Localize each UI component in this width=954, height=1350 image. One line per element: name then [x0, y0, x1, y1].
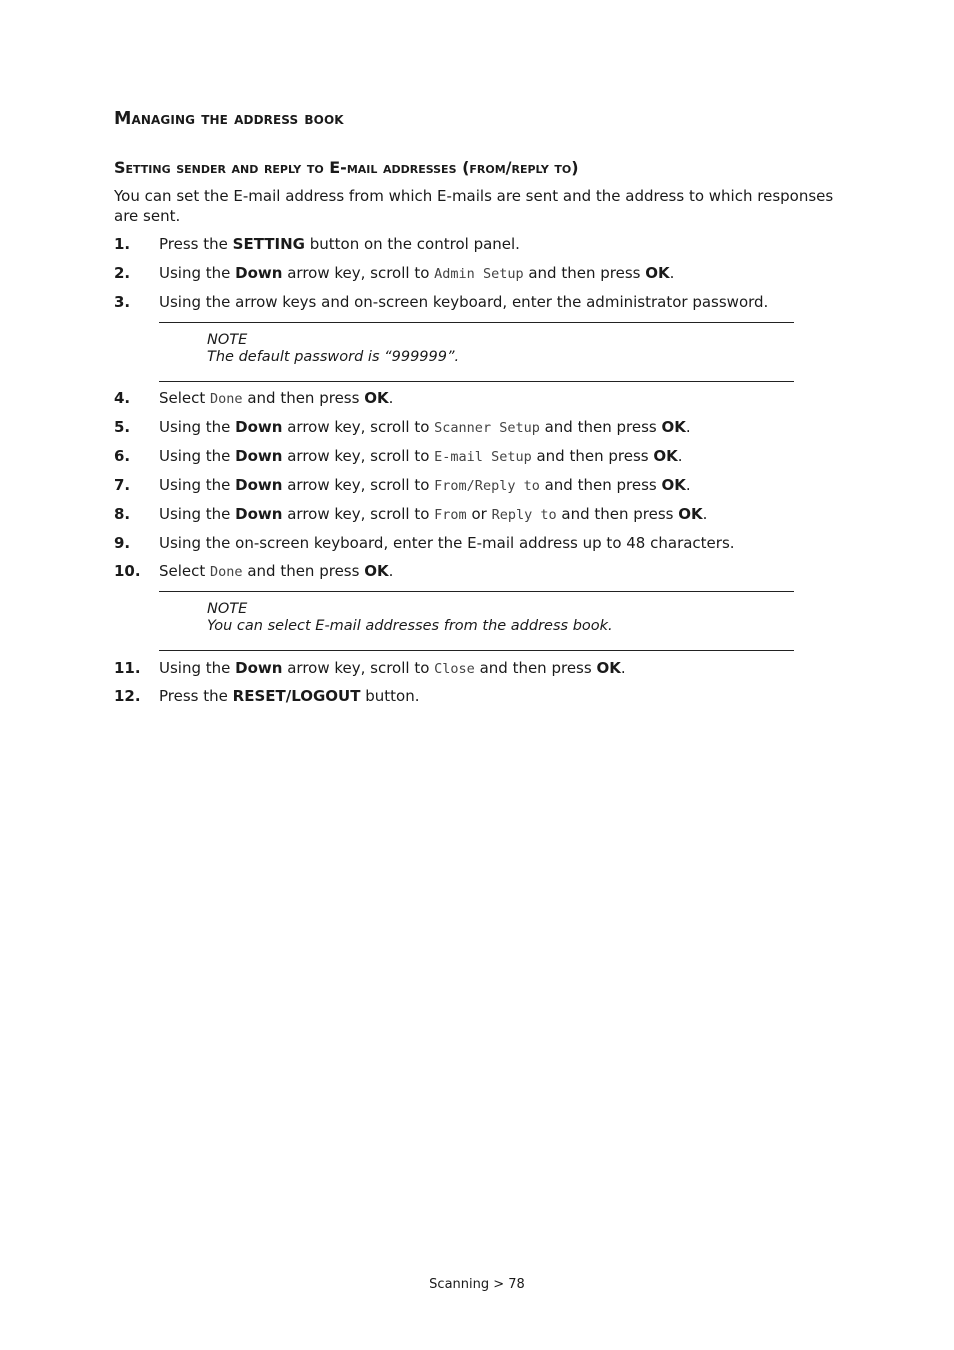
step-number: 10.	[114, 562, 141, 580]
step-text: Select Done and then press OK.	[159, 562, 394, 580]
step-number: 9.	[114, 534, 131, 552]
button-name: SETTING	[232, 235, 305, 253]
step-number: 3.	[114, 293, 131, 311]
step-text: Using the Down arrow key, scroll to E-mail Setup and then press OK.	[159, 447, 683, 465]
step-text: Using the Down arrow key, scroll to From/Reply to and then press OK.	[159, 476, 691, 494]
step-text: Using the on-screen keyboard, enter the E-mail address up to 48 characters.	[159, 534, 735, 552]
step-text: Using the Down arrow key, scroll to Admin Setup and then press OK.	[159, 264, 675, 282]
step-text: Using the arrow keys and on-screen keyboard, enter the administrator password.	[159, 293, 769, 311]
step-text: Using the Down arrow key, scroll to From or Reply to and then press OK.	[159, 505, 708, 523]
step-number: 8.	[114, 505, 131, 523]
step-text: Using the Down arrow key, scroll to Scanner Setup and then press OK.	[159, 418, 691, 436]
note-label: NOTE	[207, 332, 248, 348]
step-number: 4.	[114, 389, 131, 407]
step-number: 1.	[114, 235, 131, 253]
subsection-title: Setting sender and reply to E-mail addresses (from/reply to)	[114, 158, 579, 177]
step-text: Using the Down arrow key, scroll to Close and then press OK.	[159, 659, 626, 677]
step-number: 11.	[114, 659, 141, 677]
step-text: Select Done and then press OK.	[159, 389, 394, 407]
step-text: Press the SETTING button on the control panel.	[159, 235, 520, 253]
note-label: NOTE	[207, 601, 248, 617]
note-text: You can select E-mail addresses from the address book.	[207, 618, 613, 634]
intro-paragraph: You can set the E-mail address from which E-mails are sent and the address to which responses are sent.	[114, 187, 834, 225]
step-number: 5.	[114, 418, 131, 436]
note-box	[159, 322, 794, 382]
section-title: Managing the address book	[114, 109, 344, 129]
menu-item-code: Admin Setup	[434, 266, 524, 282]
note-text: The default password is “999999”.	[207, 349, 460, 365]
page-footer: Scanning > 78	[429, 1277, 525, 1292]
step-number: 7.	[114, 476, 131, 494]
step-text: Press the RESET/LOGOUT button.	[159, 687, 420, 705]
step-number: 12.	[114, 687, 141, 705]
note-box	[159, 591, 794, 651]
step-number: 2.	[114, 264, 131, 282]
step-number: 6.	[114, 447, 131, 465]
